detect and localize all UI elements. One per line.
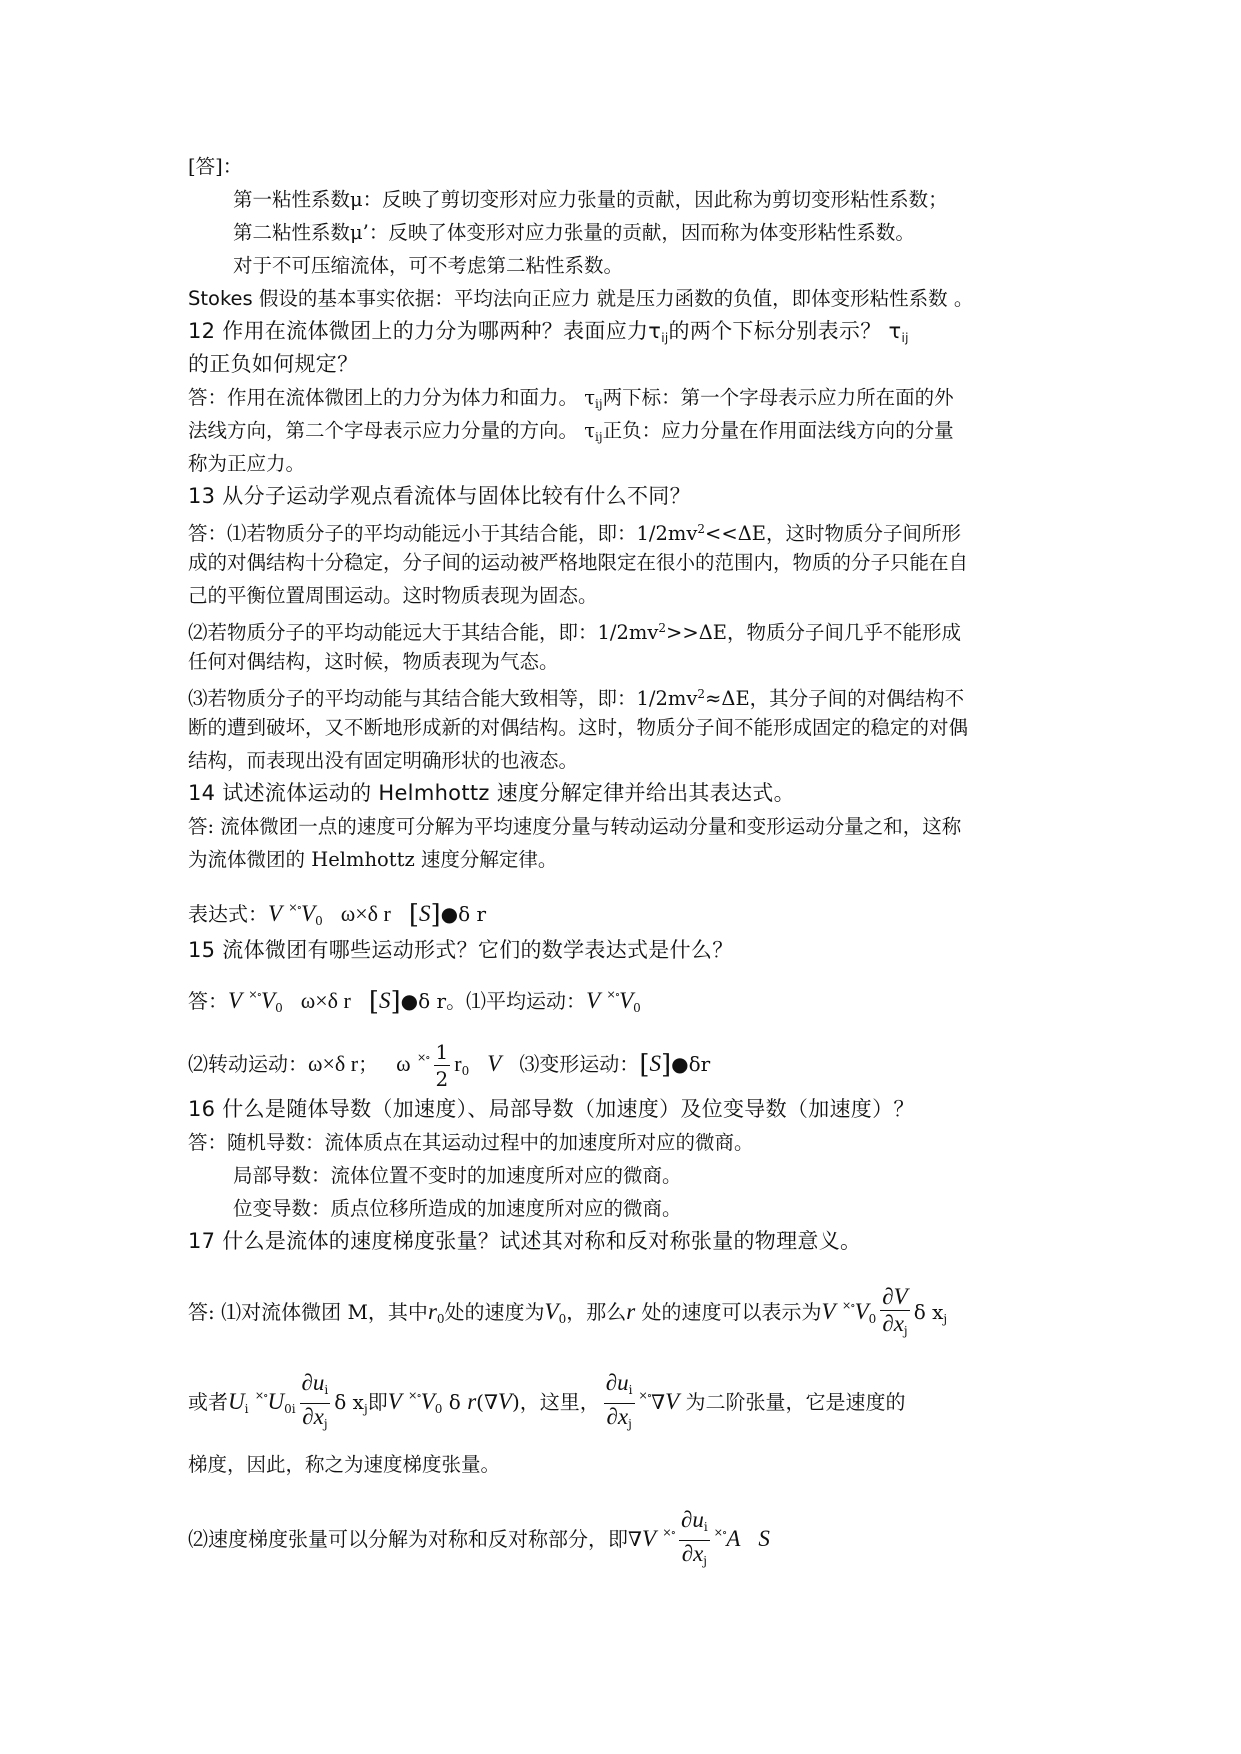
answer-13-p1-line2: 成的对偶结构十分稳定，分子间的运动被严格地限定在很小的范围内，物质的分子只能在自 xyxy=(188,551,969,574)
question-17-title: 17 什么是流体的速度梯度张量？试述其对称和反对称张量的物理意义。 xyxy=(188,1229,862,1253)
second-viscosity-text: 第二粘性系数μ’：反映了体变形对应力张量的贡献，因而称为体变形粘性系数。 xyxy=(233,221,915,244)
answer-12-line1: 答：作用在流体微团上的力分为体力和面力。 $\tau_{ij}$两下标：第一个字母表示应力所在面的外 xyxy=(188,386,954,411)
answer-15-line2: ⑵转动运动：ω×δ r； ω ×∘ $\frac{1}{2}$ $r_0$ V ⑶变形运动：[S]●δr xyxy=(188,1040,711,1091)
answer-17-line2: 或者$U_i$ $^{\times\circ}U_{0i}$ $\frac{\partial u_i}{\partial x_j}$ δ $x_j$即V $^{\times\circ}V_0$ δ r(∇V)，这里， $\frac{\partial u_i}{\partial x_j}$ ×∘∇V 为二阶张量，它是速度的 xyxy=(188,1370,906,1431)
document-content xyxy=(188,150,1068,1573)
answer-14-line1: 答: 流体微团一点的速度可分解为平均速度分量与转动运动分量和变形运动分量之和，这称 xyxy=(188,815,962,838)
answer-17-line3: 梯度，因此，称之为速度梯度张量。 xyxy=(188,1453,501,1476)
answer-12-line3: 称为正应力。 xyxy=(188,452,306,475)
answer-13-p3-line1: ⑶若物质分子的平均动能与其结合能大致相等，即：$1/2mv^2\approx\Delta E$，其分子间的对偶结构不 xyxy=(188,687,965,710)
answer-13-p3-line3: 结构，而表现出没有固定明确形状的也液态。 xyxy=(188,749,579,772)
first-viscosity-text: 第一粘性系数μ：反映了剪切变形对应力张量的贡献，因此称为剪切变形粘性系数； xyxy=(233,188,948,211)
question-12-title-line2: 的正负如何规定？ xyxy=(188,352,359,376)
answer-14-line2: 为流体微团的 Helmhottz 速度分解定律。 xyxy=(188,848,558,871)
question-12-title-line1: 12 作用在流体微团上的力分为哪两种？表面应力$\tau_{ij}$的两个下标分别表示？ $\tau_{ij}$ xyxy=(188,319,909,345)
answer-13-p2-line2: 任何对偶结构，这时候，物质表现为气态。 xyxy=(188,650,559,673)
question-16-title: 16 什么是随体导数（加速度）、局部导数（加速度）及位变导数（加速度）？ xyxy=(188,1097,915,1121)
answer-12-line2: 法线方向，第二个字母表示应力分量的方向。 $\tau_{ij}$正负：应力分量在作用面法线方向的分量 xyxy=(188,419,954,444)
stokes-text: Stokes 假设的基本事实依据：平均法向正应力 就是压力函数的负值，即体变形粘性系数 。 xyxy=(188,287,974,310)
answer-16-line3: 位变导数：质点位移所造成的加速度所对应的微商。 xyxy=(233,1197,682,1220)
answer-label: [答]： xyxy=(188,155,243,178)
answer-16-line1: 答：随机导数：流体质点在其运动过程中的加速度所对应的微商。 xyxy=(188,1131,754,1154)
answer-17-line1: 答: ⑴对流体微团 M，其中$r_0$处的速度为$V_0$，那么r 处的速度可以表示为V $^{\times\circ}V_0$ $\frac{\partial V}{\partial x_j}$ δ $x_j$ xyxy=(188,1283,948,1338)
answer-13-p2-line1: ⑵若物质分子的平均动能远大于其结合能，即：$1/2mv^2>>\Delta E$，物质分子间几乎不能形成 xyxy=(188,621,962,644)
answer-13-p1-line3: 己的平衡位置周围运动。这时物质表现为固态。 xyxy=(188,584,598,607)
question-14-title: 14 试述流体运动的 Helmhottz 速度分解定律并给出其表达式。 xyxy=(188,781,795,805)
answer-14-expression: 表达式：V $^{\times\circ}V_0$ ω×δ r [S]●δ r xyxy=(188,900,487,930)
question-15-title: 15 流体微团有哪些运动形式？它们的数学表达式是什么？ xyxy=(188,938,734,962)
answer-17-line4: ⑵速度梯度张量可以分解为对称和反对称部分，即∇V ×∘ $\frac{\partial u_i}{\partial x_j}$ ×∘A S xyxy=(188,1507,770,1568)
question-13-title: 13 从分子运动学观点看流体与固体比较有什么不同？ xyxy=(188,484,691,508)
answer-15-line1: 答：V $^{\times\circ}V_0$ ω×δ r [S]●δ r。⑴平均运动：V $^{\times\circ}V_0$ xyxy=(188,987,641,1017)
answer-16-line2: 局部导数：流体位置不变时的加速度所对应的微商。 xyxy=(233,1164,682,1187)
incompressible-text: 对于不可压缩流体，可不考虑第二粘性系数。 xyxy=(233,254,624,277)
answer-13-p3-line2: 断的遭到破坏，又不断地形成新的对偶结构。这时，物质分子间不能形成固定的稳定的对偶 xyxy=(188,716,969,739)
answer-13-p1-line1: 答：⑴若物质分子的平均动能远小于其结合能，即：$1/2mv^2<<\Delta E$，这时物质分子间所形 xyxy=(188,522,962,545)
